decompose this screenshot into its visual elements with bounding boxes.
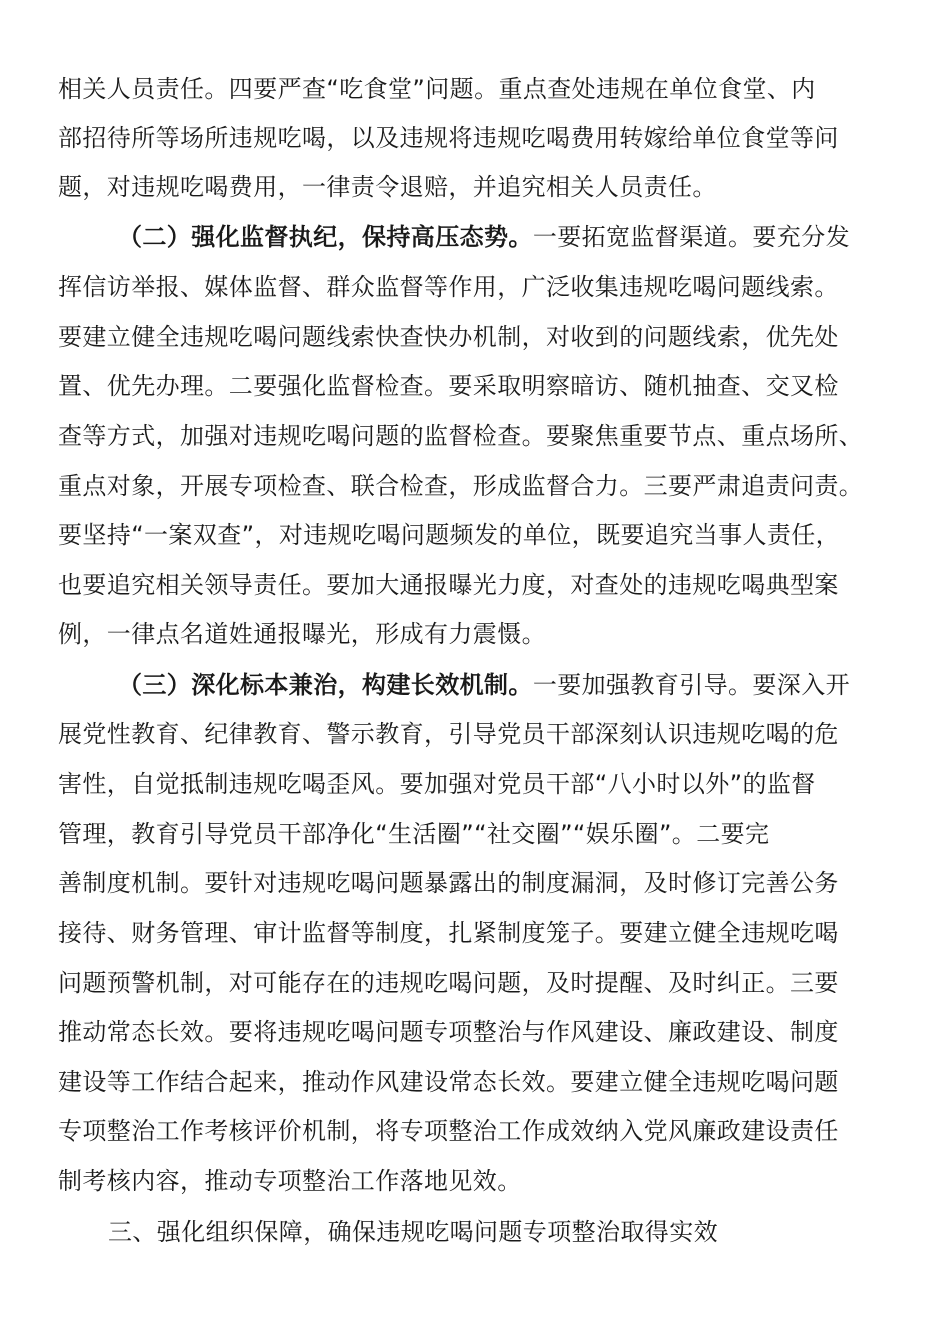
text-line: 管理，教育引导党员干部净化“生活圈”“社交圈”“娱乐圈”。二要完 — [58, 820, 770, 848]
text-line: 要建立健全违规吃喝问题线索快查快办机制，对收到的问题线索，优先处 — [58, 323, 839, 351]
section-three-first-line — [118, 664, 898, 706]
text-line: 善制度机制。要针对违规吃喝问题暴露出的制度漏洞，及时修订完善公务 — [58, 869, 839, 897]
text-line: 专项整治工作考核评价机制，将专项整治工作成效纳入党风廉政建设责任 — [58, 1117, 839, 1145]
section-two-text: 一要拓宽监督渠道。要充分发 — [532, 223, 851, 251]
text-line: 题，对违规吃喝费用，一律责令退赔，并追究相关人员责任。 — [58, 173, 717, 201]
section-three-heading: （三）深化标本兼治，构建长效机制。 — [118, 671, 533, 699]
text-line: 推动常态长效。要将违规吃喝问题专项整治与作风建设、廉政建设、制度 — [58, 1018, 839, 1046]
text-line: 害性，自觉抵制违规吃喝歪风。要加强对党员干部“八小时以外”的监督 — [58, 770, 816, 798]
section-three-text: 一要加强教育引导。要深入开 — [532, 671, 851, 699]
text-line: 制考核内容，推动专项整治工作落地见效。 — [58, 1167, 522, 1195]
section-three-title: 三、强化组织保障，确保违规吃喝问题专项整治取得实效 — [108, 1218, 718, 1246]
text-line: 要坚持“一案双查”，对违规吃喝问题频发的单位，既要追究当事人责任， — [58, 521, 841, 549]
text-line: 重点对象，开展专项检查、联合检查，形成监督合力。三要严肃追责问责。 — [58, 472, 864, 500]
text-line: 也要追究相关领导责任。要加大通报曝光力度，对查处的违规吃喝典型案 — [58, 571, 839, 599]
text-line: 部招待所等场所违规吃喝，以及违规将违规吃喝费用转嫁给单位食堂等问 — [58, 124, 839, 152]
text-line: 相关人员责任。四要严查“吃食堂”问题。重点查处违规在单位食堂、内 — [58, 75, 816, 103]
text-line: 查等方式，加强对违规吃喝问题的监督检查。要聚焦重要节点、重点场所、 — [58, 422, 864, 450]
text-line: 建设等工作结合起来，推动作风建设常态长效。要建立健全违规吃喝问题 — [58, 1068, 839, 1096]
text-line: 置、优先办理。二要强化监督检查。要采取明察暗访、随机抽查、交叉检 — [58, 372, 839, 400]
text-line: 展党性教育、纪律教育、警示教育，引导党员干部深刻认识违规吃喝的危 — [58, 720, 839, 748]
text-line: 例，一律点名道姓通报曝光，形成有力震慑。 — [58, 620, 546, 648]
section-two-first-line — [118, 216, 898, 258]
section-two-heading: （二）强化监督执纪，保持高压态势。 — [118, 223, 533, 251]
text-line: 问题预警机制，对可能存在的违规吃喝问题，及时提醒、及时纠正。三要 — [58, 969, 839, 997]
text-line: 接待、财务管理、审计监督等制度，扎紧制度笼子。要建立健全违规吃喝 — [58, 919, 839, 947]
text-line: 挥信访举报、媒体监督、群众监督等作用，广泛收集违规吃喝问题线索。 — [58, 273, 839, 301]
